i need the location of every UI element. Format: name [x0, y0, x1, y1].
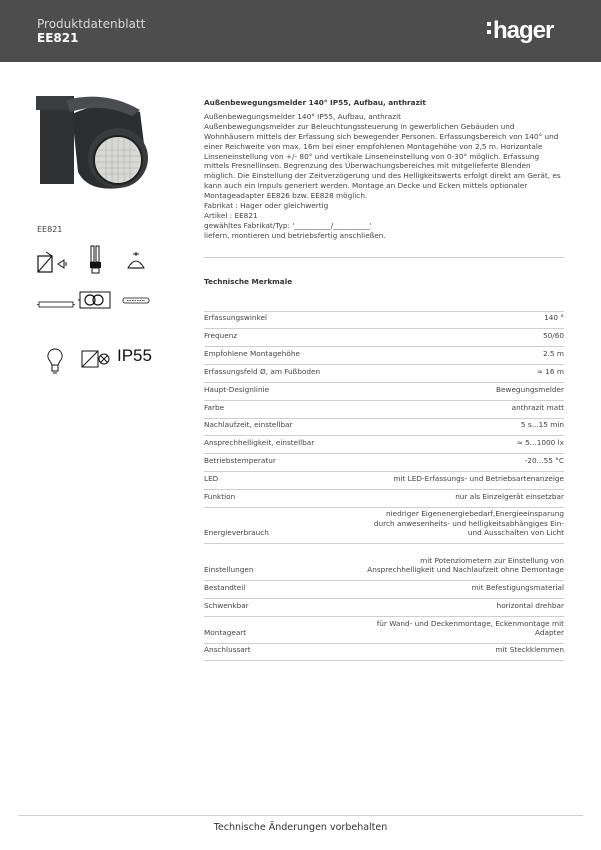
- spec-value: nur als Einzelgerät einsetzbar: [455, 492, 564, 502]
- spec-value: mit Steckklemmen: [495, 645, 564, 655]
- spec-value: 5 s...15 min: [520, 420, 564, 430]
- product-image: [36, 92, 168, 198]
- spec-value: ≈ 5...1000 lx: [516, 438, 564, 448]
- spec-value: 50/60: [542, 331, 564, 341]
- spec-key: Nachlaufzeit, einstellbar: [204, 420, 293, 430]
- table-row: [204, 507, 564, 543]
- table-row: [204, 453, 564, 471]
- compact-fluorescent-icon: [86, 245, 106, 275]
- logo-mark-icon: [487, 22, 492, 38]
- tech-section-heading: Technische Merkmale: [204, 277, 293, 286]
- spec-key: Frequenz: [204, 331, 238, 341]
- spec-value: anthrazit matt: [511, 403, 564, 413]
- table-row: [204, 471, 564, 489]
- halogen-reflector-icon: [125, 250, 147, 272]
- spec-key: Energieverbrauch: [204, 528, 269, 538]
- spec-value: horizontal drehbar: [496, 601, 564, 611]
- footer-divider: [18, 815, 583, 816]
- section-divider: [204, 257, 564, 258]
- spec-value: Bewegungsmelder: [495, 385, 564, 395]
- table-row: [204, 489, 564, 507]
- table-row: [204, 598, 564, 616]
- description-line: kann auch ein Impuls generiert werden. Montage an Decke und Ecken mittels optionaler: [204, 181, 528, 191]
- table-row: [204, 418, 564, 435]
- description-line: mittels Fresnellinsen. Begrenzung des Überwachungsbereiches mit mitgelieferte Blenden: [204, 161, 531, 171]
- spec-key: Erfassungsfeld Ø, am Fußboden: [204, 367, 321, 377]
- description-line: Außenbewegungsmelder zur Beleuchtungssteuerung in gewerblichen Gebäuden und: [204, 121, 515, 131]
- page-header: [0, 0, 601, 62]
- spec-value: -20...55 °C: [524, 456, 564, 466]
- spec-key: Farbe: [204, 403, 225, 413]
- spec-key: Anschlussart: [204, 645, 251, 655]
- table-row: [204, 328, 564, 346]
- spec-value: mit Befestigungsmaterial: [471, 583, 564, 593]
- spec-key: Einstellungen: [204, 565, 254, 575]
- footer-note: Technische Änderungen vorbehalten: [213, 822, 388, 833]
- product-description: [204, 98, 564, 241]
- spec-value: 2.5 m: [542, 349, 564, 359]
- description-line: Fabrikat : Hager oder gleichwertig: [204, 201, 329, 211]
- ip-rating: IP55: [117, 346, 152, 365]
- spec-value: ≈ 16 m: [536, 367, 564, 377]
- spec-value: für Wand- und Deckenmontage, Eckenmontage mit Adapter: [376, 618, 564, 638]
- product-title: Außenbewegungsmelder 140° IP55, Aufbau, anthrazit: [204, 98, 426, 107]
- spec-key: Ansprechhelligkeit, einstellbar: [204, 438, 315, 448]
- fluorescent-tube-icon: [36, 298, 76, 312]
- spec-value: mit LED-Erfassungs- und Betriebsartenanzeige: [393, 474, 564, 484]
- spec-key: Funktion: [204, 492, 236, 502]
- description-line: möglich. Die Einstellung der Zeitverzögerung und des Helligkeitswerts erfolgt direkt am Gerät, es: [204, 171, 561, 181]
- description-line: Artikel : EE821: [204, 210, 258, 220]
- spec-key: Betriebstemperatur: [204, 456, 276, 466]
- table-row: [204, 616, 564, 643]
- table-row: [204, 311, 564, 328]
- spec-key: Erfassungswinkel: [204, 313, 268, 323]
- ballast-icon: [80, 348, 112, 370]
- description-line: liefern, montieren und betriebsfertig anschließen.: [204, 230, 386, 240]
- brand-logo: hager: [493, 17, 554, 44]
- spec-key: Montageart: [204, 628, 247, 638]
- document-type: Produktdatenblatt: [37, 17, 146, 31]
- detector-symbol-icon: [36, 250, 70, 278]
- spec-value: 140 °: [544, 313, 564, 323]
- description-line: gewähltes Fabrikat/Typ: '__________/__________': [204, 220, 372, 230]
- spec-value: niedriger Eigenenergiebedarf,Energieeinsparung durch anwesenheits- und helligkeitsabhängiges Ein- und Ausschalten von Licht: [373, 509, 564, 538]
- spec-table: [204, 311, 564, 661]
- product-caption: EE821: [37, 225, 63, 234]
- table-row: [204, 382, 564, 400]
- table-row: [204, 435, 564, 453]
- spec-key: Schwenkbar: [204, 601, 249, 611]
- transformer-icon: [78, 289, 114, 311]
- article-id: EE821: [37, 31, 79, 45]
- halogen-tube-icon: [120, 296, 152, 306]
- table-row: [204, 364, 564, 382]
- table-row: [204, 543, 564, 580]
- table-row: [204, 400, 564, 418]
- incandescent-bulb-icon: [46, 347, 64, 375]
- description-line: einer Reichweite von max. 16m bei einer empfohlenen Montagehöhe von 2,5 m. Horizontale: [204, 141, 543, 151]
- spec-key: Bestandteil: [204, 583, 246, 593]
- description-line: Montageadapter EE826 bzw. EE828 möglich.: [204, 191, 368, 201]
- spec-key: LED: [204, 474, 219, 484]
- description-line: Außenbewegungsmelder 140° IP55, Aufbau, anthrazit: [204, 111, 401, 121]
- table-row: [204, 643, 564, 661]
- spec-key: Haupt-Designlinie: [204, 385, 270, 395]
- spec-value: mit Potenziometern zur Einstellung von Ansprechhelligkeit und Nachlaufzeit ohne Demontage: [367, 555, 564, 575]
- table-row: [204, 580, 564, 598]
- table-row: [204, 346, 564, 364]
- description-line: Wohnhäusern mittels der Erfassung sich bewegender Personen. Erfassungsbereich von 140° und: [204, 131, 559, 141]
- spec-key: Empfohlene Montagehöhe: [204, 349, 300, 359]
- description-line: Linseneinstellung von +/- 80° und vertikale Linseneinstellung von 0-30° möglich. Erfassung: [204, 151, 540, 161]
